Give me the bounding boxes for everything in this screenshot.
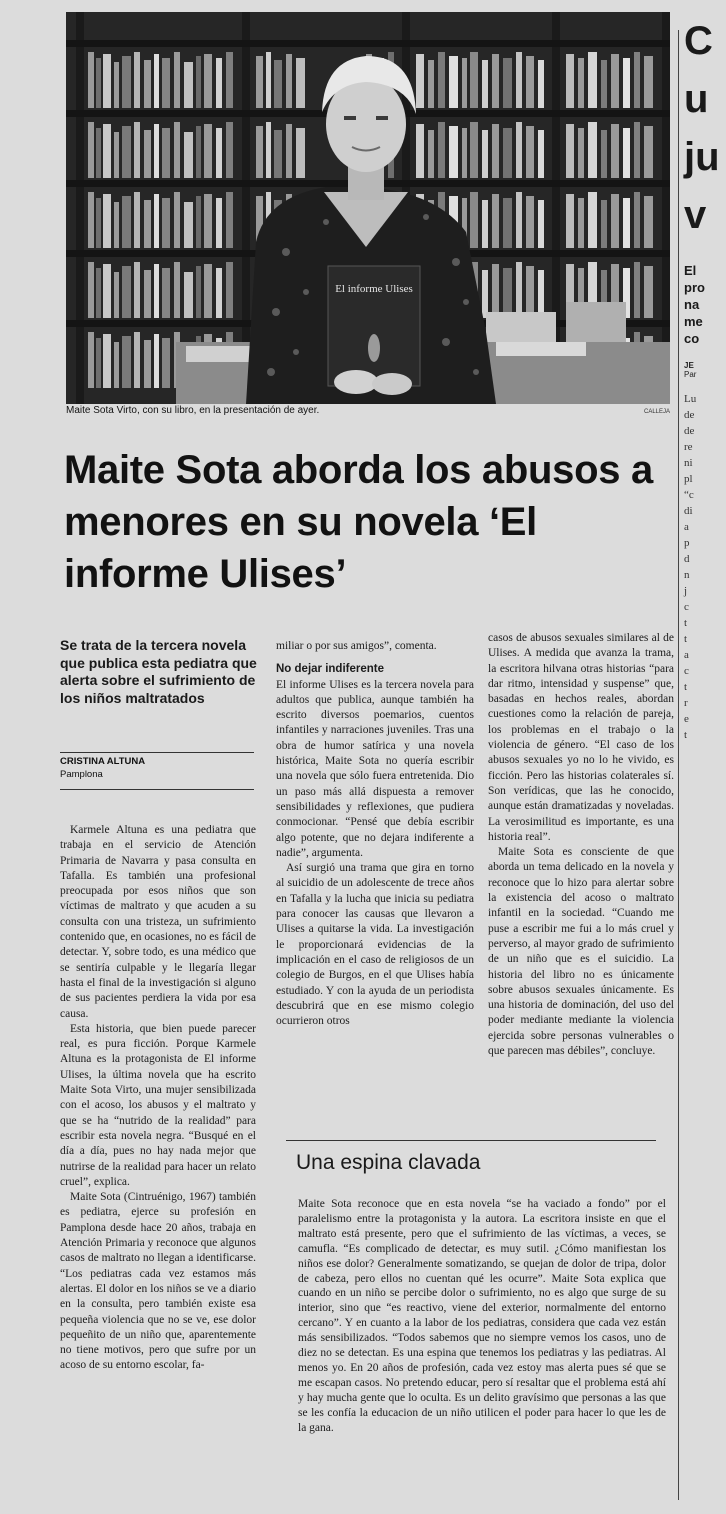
adjacent-body-fragment: Lu — [684, 393, 697, 405]
column-divider — [678, 30, 679, 1500]
book-cover-title: El informe Ulises — [335, 283, 413, 295]
adjacent-deck-fragment: me — [684, 314, 703, 329]
paragraph: El informe Ulises es la tercera novela para adultos que publica, aunque también ha escrito diversos poemarios, cuentos infantiles y narraciones juveniles. Tras una obra de humor satírica y una novela histórica, Maite Sota no quería escribir una novela que sólo fuera entretenida. Dio un paso más allá dispuesta a remover sensibilidades y reflexiones, que pudiera conmocionar. “Pensé que debía escribir algo potente, que no dejara indiferente a nadie”, argumenta. — [276, 678, 474, 859]
adjacent-body-fragment: t — [684, 729, 688, 741]
adjacent-body-fragment: c — [684, 665, 689, 677]
adjacent-place-fragment: Par — [684, 370, 697, 379]
photo-caption: Maite Sota Virto, con su libro, en la presentación de ayer. — [66, 405, 320, 416]
article-column-1 — [60, 823, 256, 1374]
sidebar-box — [286, 1140, 682, 1514]
adjacent-body-fragment: de — [684, 425, 695, 437]
adjacent-body-fragment: e — [684, 713, 689, 725]
adjacent-body-fragment: r — [684, 697, 688, 709]
divider — [60, 752, 254, 753]
box-title: Una espina clavada — [296, 1151, 481, 1174]
paragraph: Esta historia, que bien puede parecer real, es pura ficción. Porque Karmele Altuna es la protagonista de El informe Ulises, la última novela que ha escrito Maite Sota Virto, una mujer sensibilizada con el acoso, los abusos y el maltrato y que se ha “nutrido de la realidad” para escribir esta novela negra. “Busqué en el día a día, pues no hay nada mejor que nutrirse de la realidad para hacer un relato cruel”, explica. — [60, 1022, 256, 1188]
adjacent-body-fragment: di — [684, 505, 693, 517]
photo-credit: CALLEJA — [643, 409, 670, 415]
paragraph: Karmele Altuna es una pediatra que trabaja en el servicio de Atención Primaria de Navarra y pasa consulta en Tafalla. Es también una profesional preocupada por esos niños que son víctimas de maltrato y que acuden a su consulta con una tristeza, un sufrimiento contenido que, en ocasiones, no es fácil de detectar. Y, sobre todo, es una médico que se sentiría culpable y le llegaría llegar hasta el final de la investigación si alguno de sus pacientes perdiera la vida por esa causa. — [60, 824, 256, 1020]
box-top-rule — [286, 1140, 656, 1141]
adjacent-body-fragment: “c — [684, 489, 694, 501]
headline: Maite Sota aborda los abusos a menores en su novela ‘El informe Ulises’ — [64, 448, 653, 596]
article-photo — [66, 12, 670, 404]
dateline-location: Pamplona — [60, 769, 103, 780]
adjacent-article-fragment — [684, 12, 726, 1512]
adjacent-body-fragment: j — [684, 585, 688, 597]
author-byline: CRISTINA ALTUNA — [60, 756, 146, 767]
adjacent-author-fragment: JE — [684, 361, 694, 370]
adjacent-deck-fragment: na — [684, 297, 700, 312]
box-text: Maite Sota reconoce que en esta novela “se ha vaciado a fondo” por el paralelismo entre la protagonista y la autora. La escritora insiste en que el maltrato está presente, pero que el sufrimiento de las víctimas, a veces, se camufla. “Es complicado de detectar, es muy sutil. ¿Cómo manifiestan los niños ese dolor? Generalmente somatizando, se quejan de dolor de tripa, dolor de cabeza, pero ellos no cuentan qué les ocurre”. Maite Sota explica que cuando en un niño se percibe dolor o sufrimiento, no es algo que surge de su interior, sino que “es reactivo, viene del exterior, normalmente del entorno cercano”. Y en cuanto a la labor de los pediatras, considera que cada vez están más sensibilizados. “Todos sabemos que no siempre vemos los casos, uno de diez no se detectan. Es una espina que tenemos los pediatras y las pediatras. Al menos yo. En 20 años de profesión, cada vez estoy mas alerta pues sé que se me escapan casos. No pretendo educar, pero sí resaltar que el problema está ahí y hay mucha gente que lo oculta. Es un delito gravísimo que personas a las que se les confía la educacion de un niño utilicen el poder para hacer lo que les de la gana. — [298, 1198, 666, 1434]
adjacent-body-fragment: p — [684, 537, 690, 549]
divider — [60, 789, 254, 790]
article-column-2 — [276, 639, 474, 1029]
adjacent-body-fragment: de — [684, 409, 695, 421]
article-column-3 — [488, 631, 674, 1059]
adjacent-body-fragment: a — [684, 649, 689, 661]
adjacent-body-fragments — [684, 391, 726, 743]
adjacent-body-fragment: n — [684, 569, 690, 581]
paragraph: miliar o por sus amigos”, comenta. — [276, 640, 437, 652]
section-subhead: No dejar indiferente — [276, 663, 384, 676]
adjacent-body-fragment: d — [684, 553, 690, 565]
adjacent-body-fragment: c — [684, 601, 689, 613]
paragraph: Maite Sota es consciente de que aborda un tema delicado en la novela y reconoce que lo hizo para alertar sobre la existencia del acoso o maltrato infantil en la sociedad. “Cuando me puse a escribir me fui a lo más cruel y perverso, al mayor grado de sufrimiento de un niño que es el suicidio. La historia del libro no es únicamente sobre abusos sexuales únicamente. Es una historia de dominación, del uso del poder mediante mediante la violencia ejercida sobre personas vulnerables o que parecen mas débiles”, concluye. — [488, 846, 674, 1058]
adjacent-headline-fragment: C — [684, 19, 713, 63]
adjacent-headline-fragment: v — [684, 193, 707, 237]
adjacent-body-fragment: t — [684, 681, 688, 693]
article-deck: Se trata de la tercera novela que publica esta pediatra que alerta sobre el sufrimiento de los niños maltratados — [60, 637, 257, 706]
adjacent-body-fragment: re — [684, 441, 693, 453]
adjacent-body-fragment: t — [684, 617, 688, 629]
adjacent-deck-fragment: co — [684, 331, 700, 346]
bookshelf-portrait-image — [66, 12, 670, 404]
adjacent-body-fragment: ni — [684, 457, 693, 469]
adjacent-headline-fragment: u — [684, 77, 709, 121]
adjacent-body-fragment: a — [684, 521, 689, 533]
adjacent-body-fragment: pl — [684, 473, 693, 485]
adjacent-deck-fragment: pro — [684, 280, 705, 295]
adjacent-body-fragment: t — [684, 633, 688, 645]
adjacent-deck-fragment: El — [684, 263, 697, 278]
paragraph: Así surgió una trama que gira en torno al suicidio de un adolescente de trece años en Tafalla y la lucha que inicia su pediatra para conocer las causas que llevaron a Ulises a quitarse la vida. La investigación le proporcionará evidencias de la implicación en el caso de religiosos de un colegio de Burgos, en el que Ulises había estudiado. Y con la ayuda de un periodista descubrirá que en ese mismo colegio ocurrieron otros — [276, 862, 474, 1028]
adjacent-headline-fragment: ju — [684, 135, 720, 179]
paragraph: casos de abusos sexuales similares al de Ulises. A medida que avanza la trama, la escritora hilvana otras historias “para dar ritmo, intensidad y suspense” que, basadas en hechos reales, abordan cuestiones como la relación de pareja, los problemas en el trabajo o la violencia de género. “El caso de los abusos sexuales yo no lo he vivido, es ficción. Pero las historias colaterales sí. Son verídicas, que las he conocido, aunque están dramatizadas y noveladas. La verosimilitud es importante, es una historia real”. — [488, 632, 674, 843]
paragraph: Maite Sota (Cintruénigo, 1967) también es pediatra, ejerce su profesión en Pamplona desde hace 20 años, trabaja en Atención Primaria y reconoce que algunos casos de maltrato no llegan a identificarse. “Los pediatras cada vez estamos más alertas. El dolor en los niños se ve a diario en la consulta, pero también existe esa pequeña violencia que no se ve, ese dolor pequeñito de un niño que, aparentemente no tiene motivos, pero que sufre por un acoso de su entorno escolar, fa- — [60, 1191, 256, 1372]
